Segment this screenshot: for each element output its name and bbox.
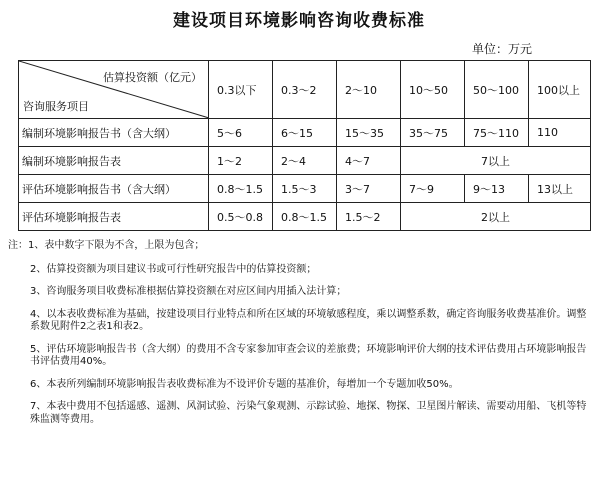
table-header-row: [19, 61, 591, 119]
table-cell: 4～7: [337, 147, 401, 175]
column-header: 0.3以下: [209, 61, 273, 119]
note-item: 5、评估环境影响报告书（含大纲）的费用不含专家参加审查会议的差旅费；环境影响评价大纲的技术评估费用占环境影响报告书评估费用40%。: [30, 343, 587, 367]
table-cell: 0.5～0.8: [209, 203, 273, 231]
note-item: 3、咨询服务项目收费标准根据估算投资额在对应区间内用插入法计算；: [30, 286, 347, 297]
note-item: 4、以本表收费标准为基础，按建设项目行业特点和所在区域的环境敏感程度，乘以调整系数，确定咨询服务收费基准价。调整系数见附件2之表1和表2。: [30, 308, 587, 332]
row-label: 评估环境影响报告表: [19, 203, 209, 231]
table-cell: 110: [529, 119, 591, 147]
note-item: 注：1、表中数字下限为不含，上限为包含；: [8, 240, 205, 251]
table-cell: 0.8～1.5: [273, 203, 337, 231]
table-cell: 1～2: [209, 147, 273, 175]
table-row: [19, 119, 591, 147]
table-cell: 1.5～3: [273, 175, 337, 203]
table-cell: 3～7: [337, 175, 401, 203]
document-title: 建设项目环境影响咨询收费标准: [173, 11, 425, 31]
note-item: 6、本表所列编制环境影响报告表收费标准为不设评价专题的基准价，每增加一个专题加收50%。: [30, 378, 459, 390]
table-row: [19, 175, 591, 203]
notes-section: [8, 240, 592, 436]
column-header: 100以上: [529, 61, 591, 119]
table-cell: 2～4: [273, 147, 337, 175]
note-item: 2、估算投资额为项目建议书或可行性研究报告中的估算投资额；: [30, 263, 317, 275]
table-row: [19, 203, 591, 231]
column-header: 0.3～2: [273, 61, 337, 119]
row-label: 编制环境影响报告表: [19, 147, 209, 175]
table-cell: 0.8～1.5: [209, 175, 273, 203]
table-cell: 7～9: [401, 175, 465, 203]
table-cell: 1.5～2: [337, 203, 401, 231]
table-cell: 9～13: [465, 175, 529, 203]
column-header: 2～10: [337, 61, 401, 119]
unit-label: 单位：万元: [472, 42, 533, 56]
table-cell: 35～75: [401, 119, 465, 147]
merged-cell: 7以上: [401, 147, 591, 175]
table-cell: 15～35: [337, 119, 401, 147]
merged-cell: 2以上: [401, 203, 591, 231]
table-cell: 5～6: [209, 119, 273, 147]
diagonal-header-cell: [19, 61, 209, 119]
column-header: 50～100: [465, 61, 529, 119]
column-header: 10～50: [401, 61, 465, 119]
header-investment-label: 估算投资额（亿元）: [103, 71, 202, 84]
fee-table: [18, 60, 591, 231]
table-cell: 13以上: [529, 175, 591, 203]
row-label: 编制环境影响报告书（含大纲）: [19, 119, 209, 147]
note-item: 7、本表中费用不包括遥感、遥测、风洞试验、污染气象观测、示踪试验、地探、物探、卫星图片解读、需要动用船、飞机等特殊监测等费用。: [30, 401, 587, 425]
row-label: 评估环境影响报告书（含大纲）: [19, 175, 209, 203]
header-service-label: 咨询服务项目: [23, 100, 89, 113]
table-cell: 75～110: [465, 119, 529, 147]
table-row: [19, 147, 591, 175]
table-cell: 6～15: [273, 119, 337, 147]
